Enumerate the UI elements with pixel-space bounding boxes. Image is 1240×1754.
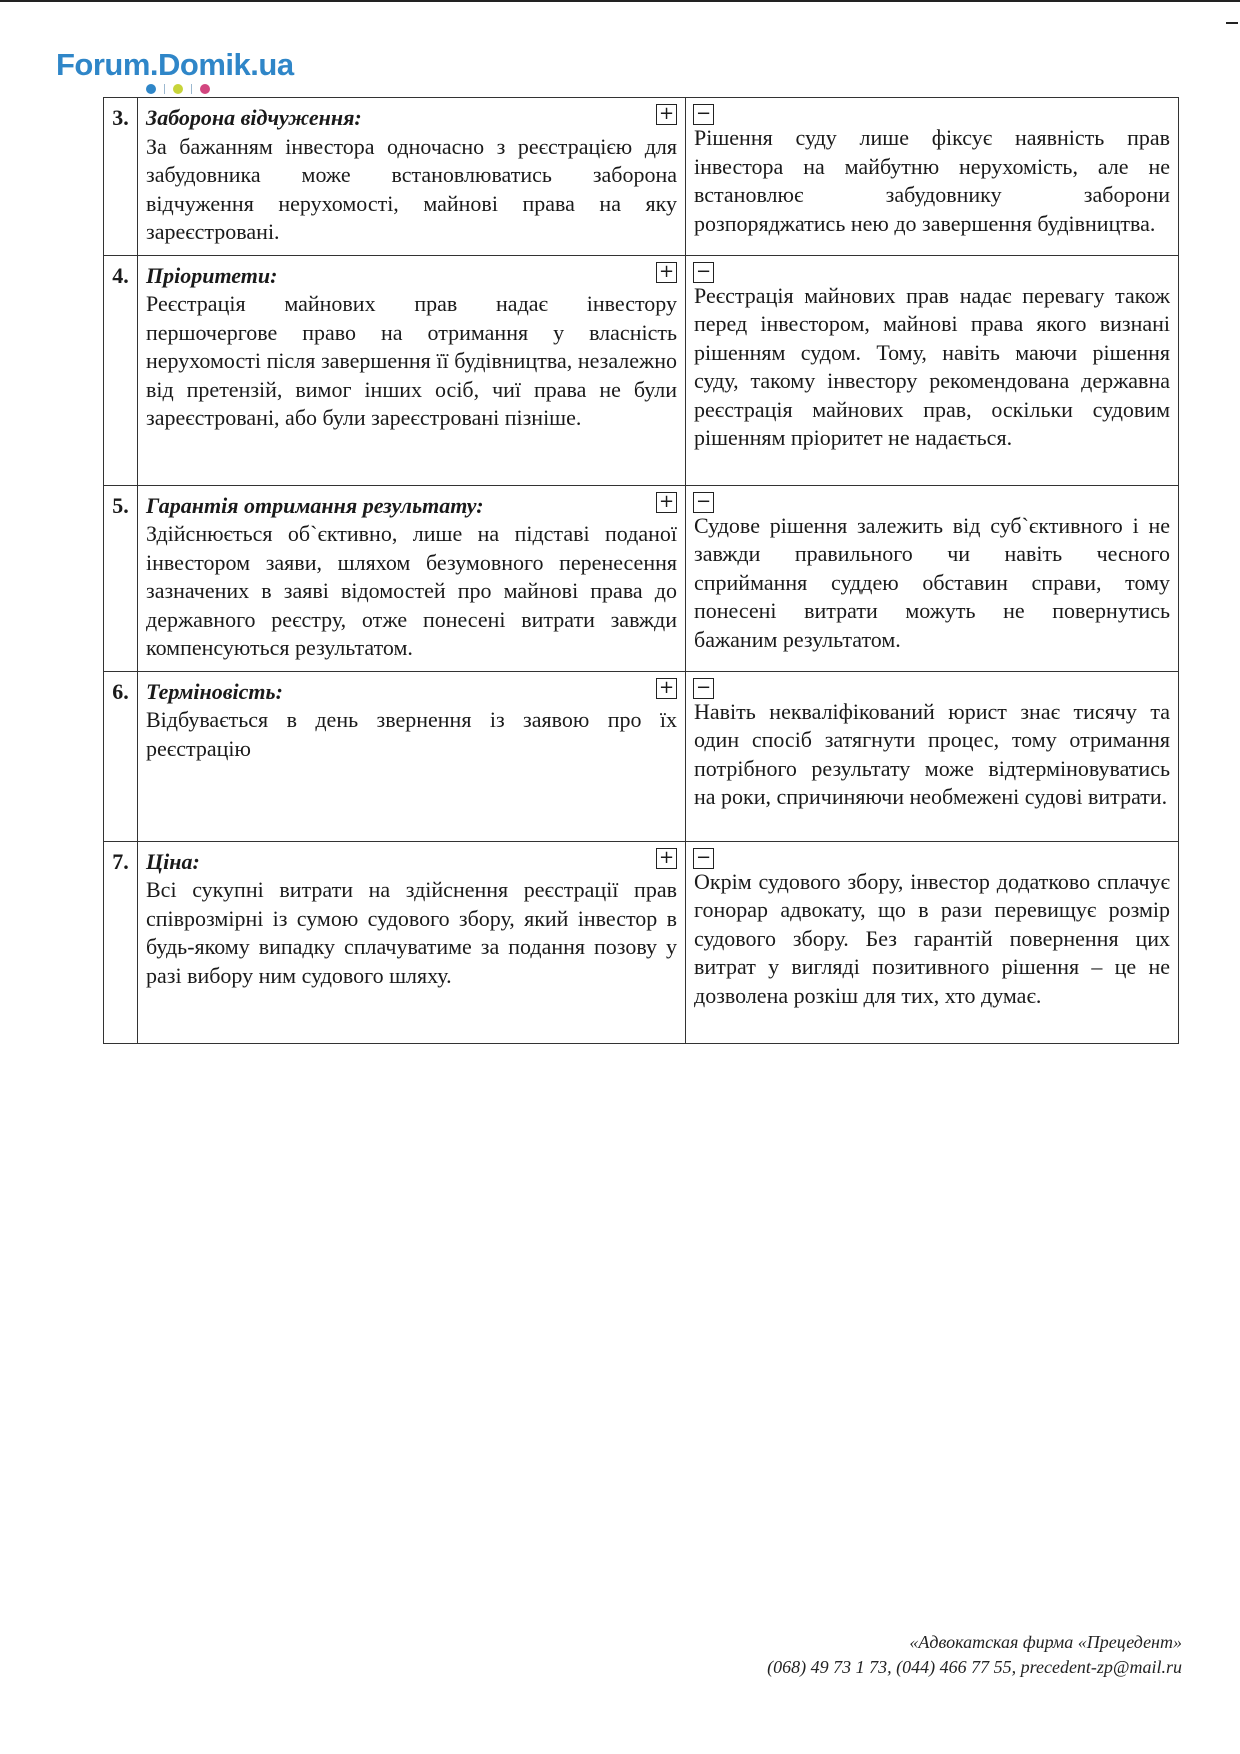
- pros-cell: [138, 485, 686, 671]
- table-row: [104, 841, 1179, 1043]
- cons-text: Навіть некваліфікований юрист знає тисячу та один спосіб затягнути процес, тому отримання потрібного результату може відтерміновуватись на роки, спричиняючи необмежені судові витрати.: [694, 698, 1170, 809]
- pros-cell: [138, 841, 686, 1043]
- scan-corner-mark: [1226, 22, 1238, 24]
- scan-top-edge: [0, 0, 1240, 2]
- logo-dot-blue: [146, 84, 156, 94]
- plus-box-icon: +: [656, 262, 677, 283]
- table-row: [104, 485, 1179, 671]
- pros-cell: [138, 255, 686, 485]
- cons-cell: [686, 841, 1179, 1043]
- minus-box-icon: −: [693, 678, 714, 699]
- cons-text: Реєстрація майнових прав надає перевагу також перед інвестором, майнові права якого визнані рішенням судом. Тому, навіть маючи рішення суду, такому інвестору рекомендована державна реєстрація майнових прав, оскільки судовим рішенням пріоритет не надається.: [694, 282, 1170, 450]
- row-heading: Гарантія отримання результату:: [146, 492, 484, 518]
- cons-text: Окрім судового збору, інвестор додатково сплачує гонорар адвокату, що в рази перевищує розмір судового збору. Без гарантій повернення цих витрат у вигляді позитивного рішення – це не дозволена розкіш для тих, хто думає.: [694, 868, 1170, 1008]
- plus-box-icon: +: [656, 104, 677, 125]
- row-heading: Пріоритети:: [146, 262, 278, 288]
- plus-box-icon: +: [656, 678, 677, 699]
- cons-cell: [686, 98, 1179, 256]
- row-heading: Терміновість:: [146, 678, 283, 704]
- row-number: 6.: [104, 671, 138, 841]
- row-heading: Ціна:: [146, 848, 200, 874]
- minus-box-icon: −: [693, 262, 714, 283]
- pros-text: Здійснюється об`єктивно, лише на підставі поданої інвестором заяви, шляхом безумовного перенесення зазначених в заяві відомостей про майнові права до державного реєстру, отже понесені витрати завжди компенсуються результатом.: [146, 521, 677, 660]
- minus-box-icon: −: [693, 492, 714, 513]
- firm-name: «Адвокатская фирма «Прецедент»: [909, 1632, 1182, 1652]
- logo-dot-pink: [200, 84, 210, 94]
- pros-text: Всі сукупні витрати на здійснення реєстрації прав співрозмірні із сумою судового збору, який інвестор в будь-якому випадку сплачуватиме за подання позову у разі вибору ним судового шляху.: [146, 877, 677, 988]
- row-number: 4.: [104, 255, 138, 485]
- pros-cell: [138, 671, 686, 841]
- cons-cell: [686, 671, 1179, 841]
- cons-text: Рішення суду лише фіксує наявність прав інвестора на майбутню нерухомість, але не встановлює забудовнику заборони розпоряджатись нею до завершення будівництва.: [694, 125, 1170, 236]
- logo-text: Forum.Domik.ua: [56, 47, 294, 82]
- table-row: [104, 255, 1179, 485]
- logo-dots: [146, 84, 294, 94]
- row-number: 3.: [104, 98, 138, 256]
- row-number: 7.: [104, 841, 138, 1043]
- minus-box-icon: −: [693, 104, 714, 125]
- pros-text: Відбувається в день звернення із заявою про їх реєстрацію: [146, 707, 677, 761]
- comparison-table: [103, 97, 1179, 1044]
- logo-separator: [164, 84, 165, 94]
- table-row: [104, 671, 1179, 841]
- plus-box-icon: +: [656, 492, 677, 513]
- row-number: 5.: [104, 485, 138, 671]
- forum-logo[interactable]: [56, 48, 294, 94]
- logo-dot-yellow: [173, 84, 183, 94]
- logo-separator: [191, 84, 192, 94]
- row-heading: Заборона відчуження:: [146, 105, 362, 130]
- firm-contacts: (068) 49 73 1 73, (044) 466 77 55, precedent-zp@mail.ru: [767, 1657, 1182, 1677]
- plus-box-icon: +: [656, 848, 677, 869]
- pros-text: За бажанням інвестора одночасно з реєстрацією для забудовника може встановлюватись заборона відчуження нерухомості, майнові права на яку зареєстровані.: [146, 133, 677, 244]
- minus-box-icon: −: [693, 848, 714, 869]
- pros-text: Реєстрація майнових прав надає інвестору першочергове право на отримання у власність нерухомості після завершення її будівництва, незалежно від претензій, вимог інших осіб, чиї права не були зареєстровані, або були зареєстровані пізніше.: [146, 291, 677, 430]
- pros-cell: [138, 98, 686, 256]
- page-footer: [767, 1630, 1182, 1680]
- cons-text: Судове рішення залежить від суб`єктивного і не завжди правильного чи навіть чесного сприймання суддею обставин справи, тому понесені витрати можуть не повернутись бажаним результатом.: [694, 512, 1170, 652]
- cons-cell: [686, 485, 1179, 671]
- table-row: [104, 98, 1179, 256]
- cons-cell: [686, 255, 1179, 485]
